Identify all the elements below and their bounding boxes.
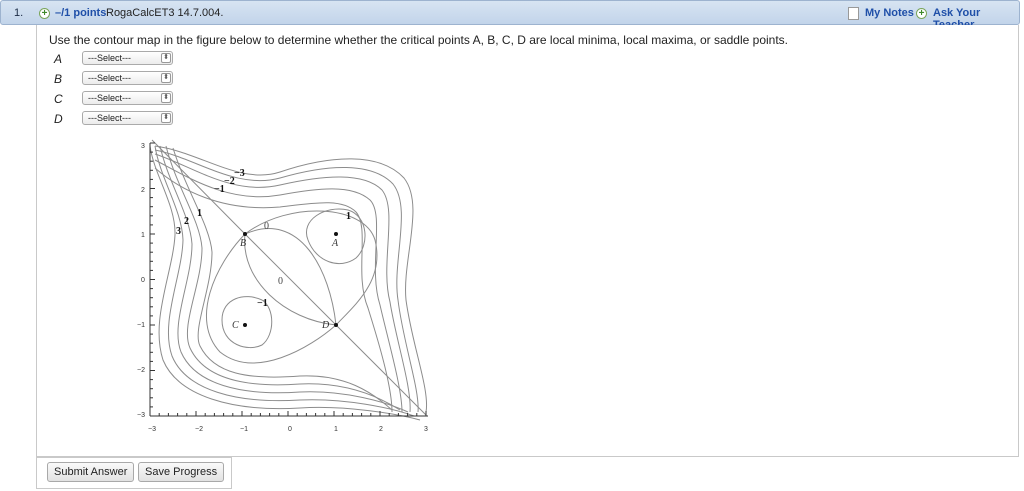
contour-label: −2: [224, 176, 235, 187]
row-letter-a: A: [54, 52, 63, 66]
point-b-label: B: [240, 238, 247, 249]
row-letter-c: C: [54, 92, 63, 106]
x-tick-label: 3: [424, 426, 428, 433]
ask-teacher-link[interactable]: Ask Your: [933, 7, 981, 19]
contour-label: 3: [176, 226, 181, 237]
point-c-label: C: [232, 320, 239, 331]
x-tick-label: −2: [195, 426, 203, 433]
row-letter-b: B: [54, 72, 63, 86]
point-d-marker: [334, 323, 338, 327]
notes-checkbox-icon[interactable]: [848, 7, 859, 20]
y-tick-label: −1: [137, 322, 145, 329]
select-c-value: ---Select---: [88, 93, 131, 103]
points-link[interactable]: –/1 points: [55, 7, 107, 19]
y-tick-label: 2: [141, 187, 145, 194]
contour-map-figure: [137, 138, 440, 438]
select-a-value: ---Select---: [88, 53, 131, 63]
point-c-marker: [243, 323, 247, 327]
select-d-value: ---Select---: [88, 113, 131, 123]
question-source: RogaCalcET3 14.7.004.: [106, 7, 224, 19]
contour-label: 2: [184, 216, 189, 227]
y-tick-label: 3: [141, 143, 145, 150]
expand-plus-icon[interactable]: +: [39, 8, 50, 19]
contour-label: 0: [264, 221, 269, 232]
point-a-label: A: [332, 238, 339, 249]
x-tick-label: −3: [148, 426, 156, 433]
select-a[interactable]: [82, 51, 173, 65]
y-tick-label: −3: [137, 412, 145, 419]
submit-answer-button[interactable]: Submit Answer: [47, 462, 134, 482]
chevron-updown-icon: ⬍: [161, 73, 171, 83]
row-letter-d: D: [54, 112, 63, 126]
y-tick-label: 0: [141, 277, 145, 284]
select-d[interactable]: [82, 111, 173, 125]
x-tick-label: −1: [240, 426, 248, 433]
contour-label: 1: [346, 211, 351, 222]
contour-label: −1: [214, 184, 225, 195]
save-progress-button[interactable]: Save Progress: [138, 462, 224, 482]
point-a-marker: [334, 232, 338, 236]
contour-label: 1: [197, 208, 202, 219]
ask-teacher-plus-icon[interactable]: +: [916, 8, 927, 19]
y-tick-label: 1: [141, 232, 145, 239]
point-b-marker: [243, 232, 247, 236]
contour-label: 0: [278, 276, 283, 287]
point-d-label: D: [322, 320, 330, 331]
chevron-updown-icon: ⬍: [161, 113, 171, 123]
chevron-updown-icon: ⬍: [161, 53, 171, 63]
chevron-updown-icon: ⬍: [161, 93, 171, 103]
select-c[interactable]: [82, 91, 173, 105]
contour-label: −1: [257, 298, 268, 309]
contour-label: −3: [234, 168, 245, 179]
y-tick-label: −2: [137, 367, 145, 374]
question-text: Use the contour map in the figure below to determine whether the critical points A, B, C, D are local minima, local maxima, or saddle points.: [49, 33, 789, 47]
x-tick-label: 2: [379, 426, 383, 433]
select-b[interactable]: [82, 71, 173, 85]
select-b-value: ---Select---: [88, 73, 131, 83]
x-tick-label: 1: [334, 426, 338, 433]
question-header: [0, 0, 1020, 25]
my-notes-link[interactable]: My Notes: [865, 7, 914, 19]
question-number: 1.: [14, 7, 24, 19]
x-tick-label: 0: [288, 426, 292, 433]
